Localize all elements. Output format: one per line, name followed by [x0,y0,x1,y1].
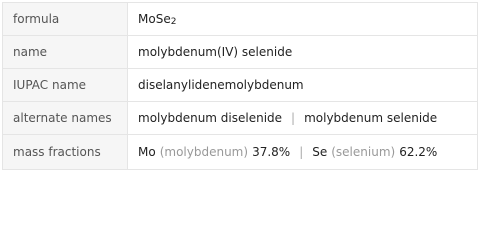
mass-fraction-mo-symbol: Mo [138,145,156,159]
mass-fraction-mo-percent: 37.8% [252,145,291,159]
mass-fraction-se-symbol: Se [312,145,328,159]
mass-fraction-mo-element: (molybdenum) [159,145,249,159]
formula-main: MoSe [138,12,171,26]
alternate-names-separator: | [291,111,296,125]
name-value: molybdenum(IV) selenide [138,45,293,59]
alternate-name-2: molybdenum selenide [304,111,438,125]
row-label-iupac-name: IUPAC name [3,69,128,101]
mass-fraction-se-percent: 62.2% [399,145,438,159]
row-label-alternate-names: alternate names [3,102,128,134]
row-name [3,36,477,69]
row-formula [3,3,477,36]
mass-fractions-value [128,135,477,169]
mass-fractions-separator: | [299,145,304,159]
mass-fraction-se-element: (selenium) [331,145,396,159]
alternate-name-1: molybdenum diselenide [138,111,283,125]
row-mass-fractions [3,135,477,169]
row-label-mass-fractions: mass fractions [3,135,128,169]
row-label-name: name [3,36,128,68]
row-iupac-name [3,69,477,102]
row-label-formula: formula [3,3,128,35]
alternate-names-value [128,102,477,134]
row-alternate-names [3,102,477,135]
formula-value [128,3,477,35]
iupac-name-value: diselanylidenemolybdenum [138,78,304,92]
properties-table [2,2,478,170]
formula-subscript: 2 [170,17,177,27]
